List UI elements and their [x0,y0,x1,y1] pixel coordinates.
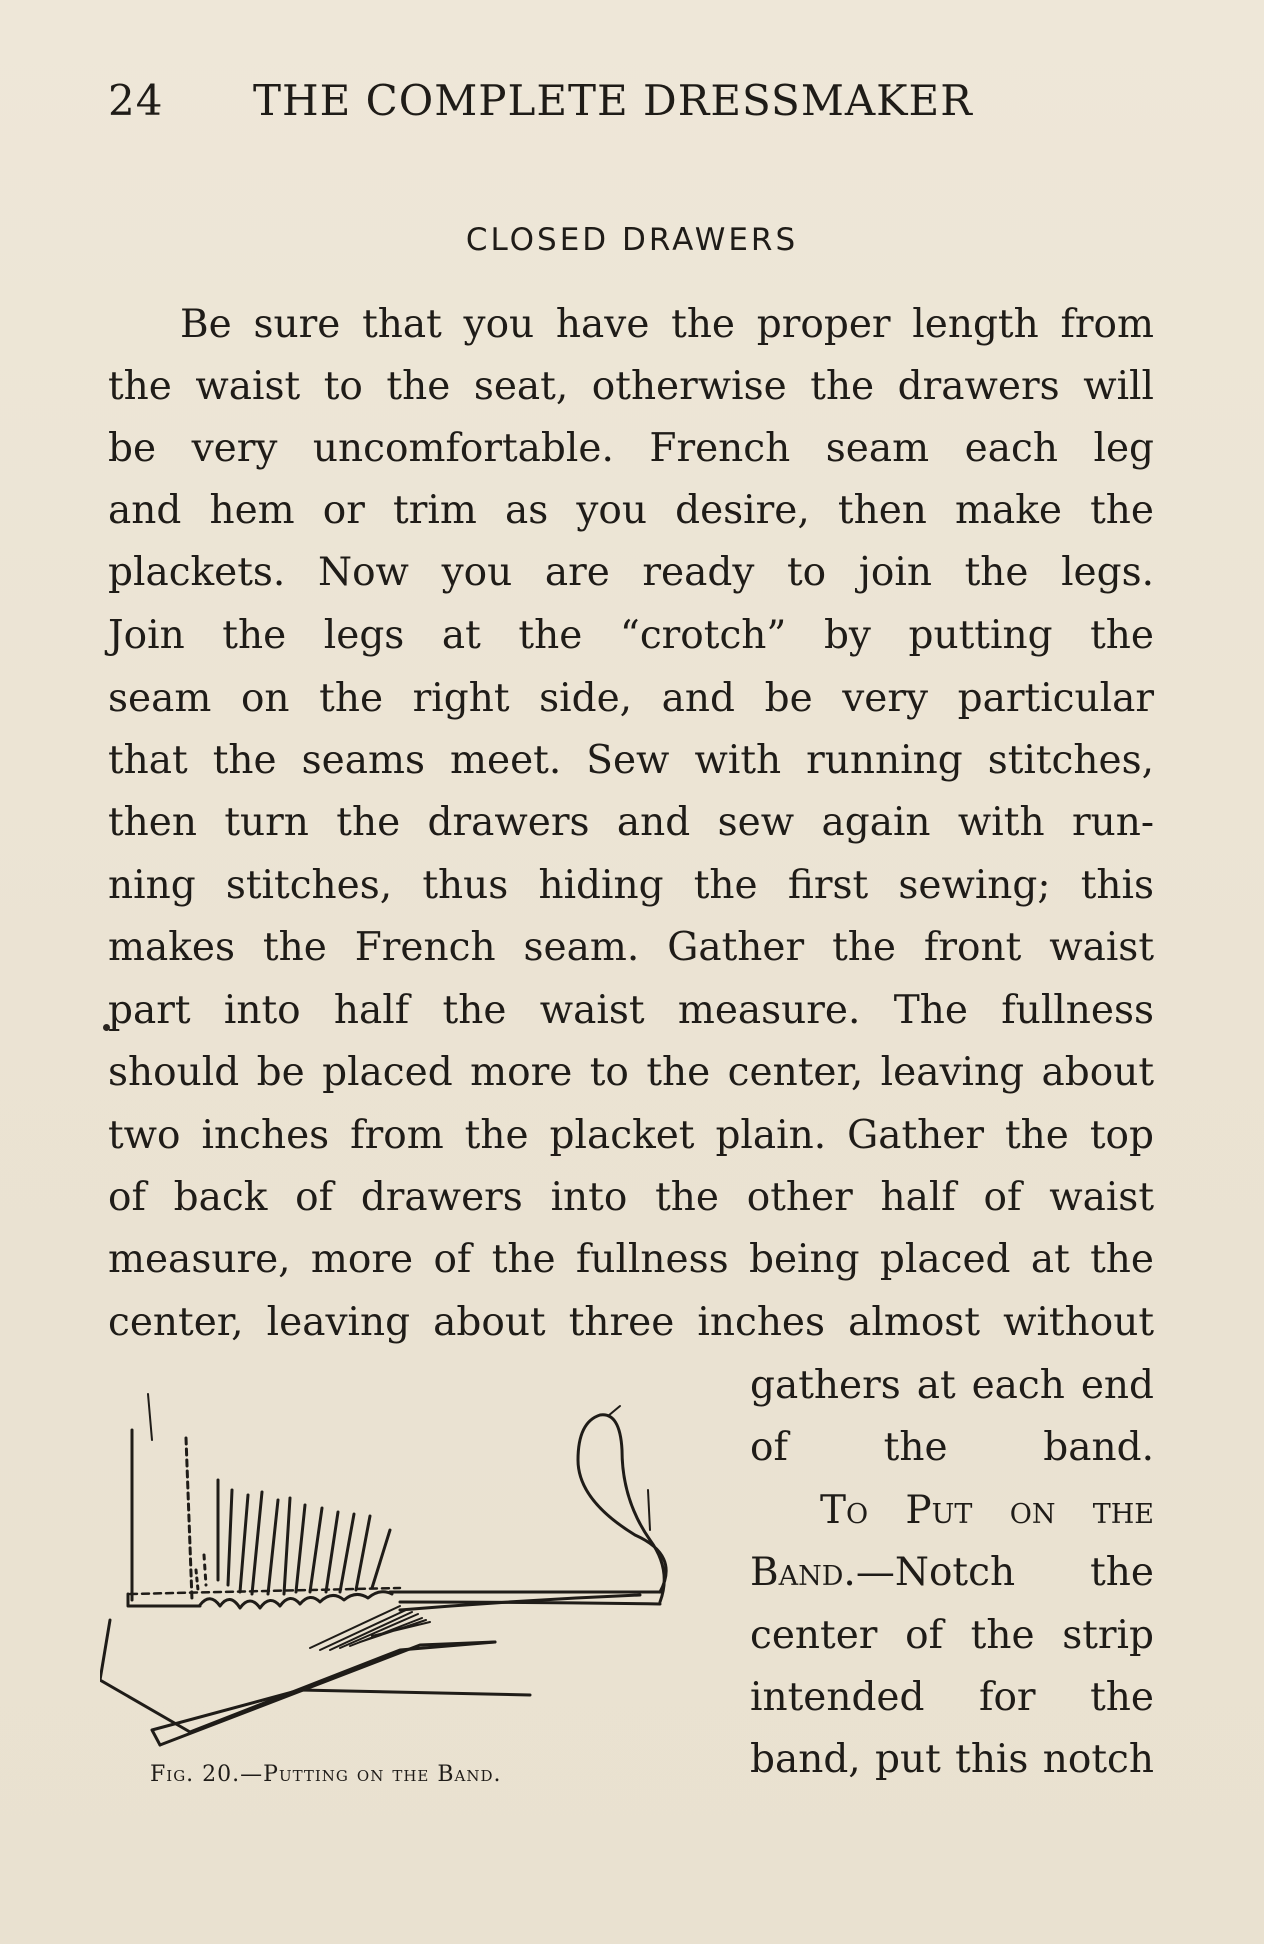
fig-fold [204,1555,206,1585]
running-title: THE COMPLETE DRESSMAKER [253,76,973,125]
text-line: Be sure that you have the proper length from [180,302,1154,347]
text-line: and hem or trim as you desire, then make the [108,488,1154,533]
fig-gather-edge [200,1592,392,1608]
text-line: the waist to the seat, otherwise the drawers will [108,364,1154,409]
figure-illustration [100,1380,730,1770]
page-number: 24 [108,76,164,125]
band-heading-line [820,1481,1154,1541]
fig-band-strip [152,1690,530,1745]
fig-hatch [310,1606,430,1650]
text-line: Join the legs at the “crotch” by putting the [108,613,1154,658]
fig-fold [310,1508,322,1592]
fig-band-strip [100,1620,495,1732]
band-dash-text: —Notch the [855,1550,1154,1595]
fig-fold [252,1492,262,1594]
fig-fold [240,1495,248,1592]
band-heading-part2: Band. [750,1550,856,1595]
fig-band-top [400,1602,660,1604]
text-line: center, leaving about three inches almost without [108,1300,1154,1345]
text-line: gathers at each end [750,1363,1154,1408]
section-title: CLOSED DRAWERS [465,222,799,258]
figure-putting-on-band [100,1380,730,1770]
figure-caption: Fig. 20.—Putting on the Band. [150,1762,502,1787]
fig-fold [296,1505,305,1592]
fig-fold [326,1512,338,1592]
fig-leg-loop [578,1415,666,1602]
text-line: should be placed more to the center, leaving about [108,1050,1154,1095]
fig-fold [196,1570,198,1590]
band-heading-line [750,1543,1154,1603]
fig-leg-edge [186,1438,192,1600]
text-line: of the band. [750,1425,1154,1470]
fig-leg-edge [148,1394,152,1440]
text-line: intended for the [750,1675,1154,1720]
text-line: plackets. Now you are ready to join the legs. [108,550,1154,595]
fig-fold [228,1490,232,1585]
fig-fold [268,1500,278,1594]
fig-fold [340,1514,354,1592]
text-line: seam on the right side, and be very particular [108,676,1154,721]
text-line: then turn the drawers and sew again with run- [108,800,1154,845]
fig-fold [356,1516,370,1590]
fig-fold [284,1498,290,1594]
text-line: that the seams meet. Sew with running stitches, [108,738,1154,783]
text-line: ning stitches, thus hiding the first sewing; this [108,863,1154,908]
text-line: of back of drawers into the other half of waist [108,1175,1154,1220]
text-line: makes the French seam. Gather the front waist [108,925,1154,970]
fig-band-top [128,1594,200,1606]
text-line: center of the strip [750,1613,1154,1658]
running-head [108,76,1008,136]
fig-leg-loop [648,1490,650,1530]
band-heading-part1: To Put on the [820,1488,1154,1533]
text-line: measure, more of the fullness being placed at the [108,1237,1154,1282]
text-line: be very uncomfortable. French seam each leg [108,426,1154,471]
fig-leg-loop [608,1406,620,1416]
text-line: band, put this notch [750,1737,1154,1782]
text-line: two inches from the placket plain. Gather the top [108,1113,1154,1158]
text-line: part into half the waist measure. The fullness [108,988,1154,1033]
fig-fold [372,1530,390,1588]
